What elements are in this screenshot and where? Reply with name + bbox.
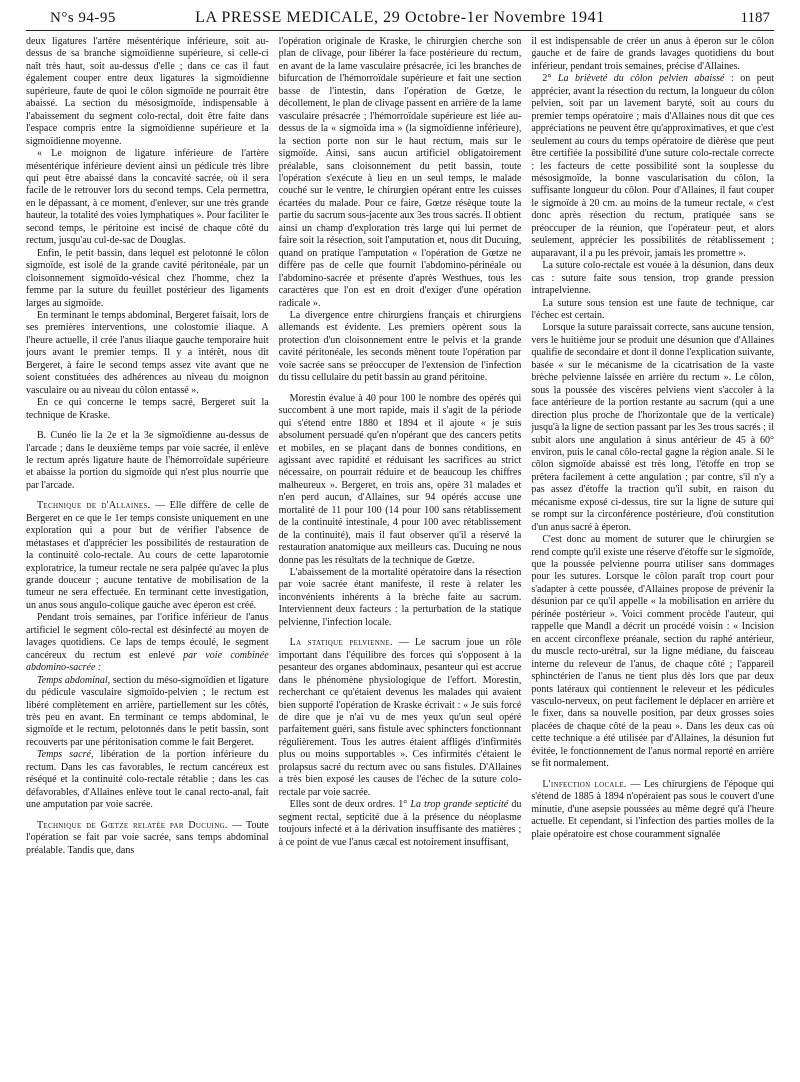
section-heading: La statique pelvienne.: [289, 637, 393, 649]
paragraph-text: 2°: [542, 73, 558, 85]
italic-text: Temps abdominal,: [37, 674, 111, 686]
paragraph-text: section du méso-sigmoïdien et ligature du pédicule vasculaire sigmoïdo-pelvien ; le rectum est libéré complètement en arrière, partiellement sur les côtés, très peu en avant. En terminant ce temps abdominal, le sigmoïde et le rectum, pelotonnés dans le petit bassin, sont recouverts par une péritonisation comme le fait Bergeret.: [26, 674, 269, 748]
paragraph: C'est donc au moment de suturer que le chirurgien se rend compte qu'il existe une réserve d'étoffe sur le sigmoïde, que la poussée pelvienne pourra utiliser sans dommages pour les sutures. Lorsque le côlon paraît trop court pour s'adapter à cette poussée, d'Allaines propose de prévenir la désunion par ce qu'il appelle « la mobilisation en arrière du périnée postérieur ». Voici comment procède l'auteur, qui rappelle que Mandl a décrit un procédé voisin : « Incision en accent circonflexe préanale, section du raphé antérieur, du muscle recto-urétral, sur la ligne médiane, du faisceau interne du releveur de l'anus, de chaque côté ; l'appareil sphinctérien de l'anus ne tient plus dès lors que par deux ponts latéraux qui contiennent le releveur et les pédicules vasculo-nerveux, on peut facilement le déplacer en arrière et le fixer, dans sa nouvelle position, par deux grosses soies placées de chaque côté de la peau ». Dans les deux cas où cette technique a été utilisée par d'Allaines, la désunion fut évitée, le fonctionnement de l'anus normal reporté en arrière se fit normalement.: [531, 534, 774, 770]
paragraph-text: — Les chirurgiens de l'époque qui s'étend de 1885 à 1894 n'opéraient pas sous le couvert d'une minutie, d'une asepsie poussées au même degré qu'à l'heure actuelle. Et cependant, si l'infection des parties molles de la plaie opératoire est chose couramment signalée: [531, 778, 774, 840]
paragraph: deux ligatures l'artère mésentérique inférieure, soit au-dessus de sa branche sigmoïdienne supérieure, si celle-ci naît très haut, soit au-dessus d'elle ; dans ce cas il faut également couper entre deux ligatures la sigmoïdienne supérieure, faute de quoi le côlon sigmoïde ne pourrait être abaissé. La section du mésosigmoïde, indispensable à l'abaissement du segment colo-rectal, doit être faite dans l'espace compris entre la sigmoïdienne supérieure et la sigmoïdienne moyenne.: [26, 36, 269, 147]
section-heading: Technique de Gœtze relatée par Ducuing.: [37, 819, 228, 831]
column-2: [279, 36, 522, 1076]
page-header: [26, 4, 774, 31]
paragraph: [26, 612, 269, 674]
paragraph: L'abaissement de la mortalité opératoire dans la résection par voie sacrée étant manifeste, il reste à relater les inconvénients inhérents à la brèche faite au sacrum. Interviennent deux facteurs : la perturbation de la statique pelvienne, l'infection locale.: [278, 567, 522, 628]
paragraph: [26, 820, 269, 857]
paragraph: En terminant le temps abdominal, Bergeret faisait, lors de ses premières interventions, une colostomie iliaque. A l'heure actuelle, il crée l'anus iliaque gauche temporaire huit jours avant le premier temps. Il y a intérêt, nous dit Bergeret, à faire le second temps assez vite avant que ne soient constituées des adhérences au niveau du moignon vasculaire ou au niveau du côlon entassé ».: [26, 309, 269, 396]
article-columns: [26, 36, 774, 1076]
italic-text: par voie combinée abdomino-sacrée :: [26, 649, 269, 674]
paragraph: En ce qui concerne le temps sacré, Bergeret suit la technique de Kraske.: [26, 397, 269, 421]
paragraph-text: : on peut apprécier, avant la résection du rectum, la longueur du côlon pelvien, soit par un lavement baryté, soit au cours du premier temps opératoire ; mais d'Allaines nous dit que ces appréciations ne peuvent être qu'approximatives, et que c'est seulement au cours du temps opératoire de dièrèse que peut être certifiée la possibilité d'une suture colo-rectale correcte : les facteurs de cette possibilité sont la souplesse du mésosigmoïde, la bonne vascularisation du côlon, la suffisante longueur du côlon. Pour d'Allaines, il faut couper le sigmoïde à 20 cm. au moins de la tumeur rectale, « c'est donc après résection du rectum, pratiquée sans se préoccuper de la réunion, que l'opérateur peut, et alors seulement, apprécier les possibilités de rétablissement ; auparavant, il a pu les prévoir, jamais les promettre ».: [531, 73, 774, 259]
paragraph-text: — Toute l'opération se fait par voie sacrée, sans temps abdominal préalable. Tandis que, dans: [26, 819, 269, 856]
italic-text: La trop grande septicité: [410, 799, 509, 811]
paragraph: La divergence entre chirurgiens français et chirurgiens allemands est évidente. Les premiers opèrent sous la protection d'un cloisonnement entre le pelvis et la grande cavité péritonéale, les seconds mènent toute l'opération par voie sacrée sans se préoccuper de l'extension de l'infection du tissu cellulaire du petit bassin au grand péritoine.: [278, 309, 522, 384]
paragraph-text: — Elle diffère de celle de Bergeret en ce que le 1er temps consiste uniquement en une exploration qui a pour but de vérifier l'absence de métastases et d'apprécier les possibilités de restauration de la continuité colo-rectale. Au cours de cette laparotomie exploratrice, la tumeur rectale ne sera palpée qu'avec la plus grande douceur ; aucune tentative de mobilisation de la tumeur ne sera effectuée. En terminant cette investigation, un anus sous angulo-colique gauche avec éperon est créé.: [26, 500, 269, 611]
italic-text: Temps sacré,: [37, 749, 94, 761]
paragraph: [279, 637, 522, 799]
paragraph-text: du segment rectal, septicité due à la présence du néoplasme toujours infecté et à la dérivation insuffisante des matières ; à ce point de vue l'anus cæcal est notoirement insuffisant,: [278, 799, 522, 848]
paragraph-text: libération de la portion inférieure du rectum. Dans les cas favorables, le rectum cancéreux est réséqué et la continuité colo-rectale rétablie ; dans les cas défavorables, d'Allaines enlève tout le canal recto-anal, fait une amputation par voie sacrée.: [26, 749, 269, 811]
paragraph: La suture colo-rectale est vouée à la désunion, dans deux cas : suture faite sous tension, trop grande pression intrapelvienne.: [531, 260, 774, 297]
issue-number: N°s 94-95: [50, 10, 116, 26]
section-heading: L'infection locale.: [542, 778, 627, 790]
paragraph: Lorsque la suture paraissait correcte, sans aucune tension, vers le huitième jour se produit une désunion que d'Allaines qualifie de secondaire et dont il donne l'explication suivante, basée « sur le mécanisme de la cicatrisation de la vaste brèche pelvienne laissée en arrière du rectum ». Le côlon, sous la poussée des viscères pelviens vient s'accoler à la face antérieure de la portion restante au sacrum (qui a une direction plus proche de l'horizontale que de la verticale) jusqu'à la ligne de section passant par les 3es trous sacrés ; il subit alors une angulation à sinus antérieur de 45 à 60° environ, puis le canal côlo-rectal gagne la région anale. Si le côlon sigmoïde abaissé est très long, l'étoffe en trop se prêtera facilement à cette angulation ; par contre, s'il n'y a pas assez d'étoffe la traction qu'il subit, en raison du mécanisme exposé ci-dessus, tire sur la ligne de suture qui se rompt sur la circonférence postérieure, d'où constitution d'un anus sacré à éperon.: [531, 322, 774, 533]
page-number: 1187: [740, 10, 770, 26]
column-1: [26, 36, 269, 1076]
paragraph: [531, 779, 774, 841]
paragraph: [26, 749, 269, 811]
paragraph: Morestin évalue à 40 pour 100 le nombre des opérés qui succombent à une mort rapide, mais il s'agit de la période qui s'étend entre 1880 et 1894 et il ajoute « je suis absolument persuadé qu'en n'opérant que des cancers petits et mobiles, en se plaçant dans de bonnes conditions, en agissant avec rapidité et réduisant les sacrifices au strict nécessaire, on pourrait réduire et de beaucoup les chiffres malheureux ». Bergeret, en trois ans, opère 31 malades et n'en perd aucun, d'Allaines, sur 94 opérés accuse une mortalité de 11 pour 100 (14 pour 100 sans rétablissement de la continuité intestinale, 4 pour 100 avec rétablissement de la continuité), mais il faut observer qu'il a réservé la restauration anatomique aux meilleurs cas. Ducuing ne nous donne pas les résultats de la technique de Gœtze.: [278, 392, 522, 566]
paragraph-text: — Le sacrum joue un rôle important dans l'équilibre des forces qui s'opposent à la pesanteur des organes abdominaux, pesanteur qui est accrue dans le phénomène physiologique de l'effort. Morestin, recherchant ce qu'étaient devenus les malades qui avaient bien supporté l'opération de Kraske écrivait : « Je suis forcé de dire que je n'ai vu de mes yeux qu'un seul opéré parfaitement guéri, sans fistule avec sphincters fonctionnant régulièrement. Tous les autres étaient affligés d'infirmités plus ou moins supportables ». Ces infirmités c'étaient le prolapsus sacré du rectum avec ou sans fistules. D'Allaines a très bien exposé les causes de l'échec de la suture colo-rectale par voie sacrée.: [278, 637, 522, 798]
journal-title: LA PRESSE MEDICALE, 29 Octobre-1er Novembre 1941: [195, 9, 605, 26]
paragraph: [26, 500, 269, 612]
paragraph: il est indispensable de créer un anus à éperon sur le côlon gauche et de faire de grands lavages quotidiens du bout inférieur, pendant trois semaines, précise d'Allaines.: [531, 36, 774, 72]
paragraph: B. Cunéo lie la 2e et la 3e sigmoïdienne au-dessus de l'arcade ; dans le deuxième temps par voie sacrée, il enlève le rectum après ligature haute de l'hémorroïdale supérieure et abaisse la portion du sigmoïde qui n'est plus nourrie que par l'arcade.: [26, 430, 269, 491]
paragraph-text: Pendant trois semaines, par l'orifice inférieur de l'anus artificiel le segment côlo-rectal est désinfecté au moyen de lavages quotidiens. Ce laps de temps écoulé, le segment cancéreux du rectum est enlevé: [26, 612, 269, 661]
paragraph: [531, 73, 774, 260]
paragraph: [26, 675, 269, 750]
paragraph: l'opération originale de Kraske, le chirurgien cherche son plan de clivage, pour libérer la face postérieure du rectum, en avant de la lame vasculaire présacrée, ici les branches de bifurcation de l'hémorroïdale supérieure et fait une section basse de l'intestin, dans l'opération de Gœtze, le décollement, le plan de clivage passent en arrière de la lame vasculaire présacrée ; l'hémorroïdale supérieure est liée au-dessus de la « sigmoïda ima » (la sigmoïdienne inférieure), la section porte non sur le haut rectum, mais sur le sigmoïde. Ainsi, sans aucun artificiel obligatoirement préalable, sans cloisonnement du petit bassin, toute l'opération s'exécute à lieu en un seul temps, le malade couché sur le ventre, le chirurgien opérant entre les cuisses écartées du malade. Pour ce faire, Gœtze résèque toute la partie du sacrum sous-jacente aux 3es trous sacrés. Il obtient ainsi un champ d'exploration très large qui lui permet de faire soit la résection, soit l'amputation et, nous dit Ducuing, quand on pratique l'amputation « l'opération de Gœtze ne diffère pas de celle que fournit l'abdomino-périnéale ou l'abdomino-sacrée et présente d'après Westhues, tous les caractères que l'on est en droit d'exiger d'une opération radicale ».: [278, 36, 522, 309]
paragraph-text: Elles sont de deux ordres. 1°: [289, 799, 411, 811]
paragraph: « Le moignon de ligature inférieure de l'artère mésentérique inférieure devient ainsi un pédicule très libre qui peut être abaissé dans la concavité sacrée, où il sera facile de le retrouver lors du second temps. Cela permettra, en le dépassant, à ce moment, d'enlever, sur une très grande hauteur, la totalité des voies lymphatiques ». Pour faciliter le second temps, le péritoine est incisé de chaque côté du rectum, jusqu'au cul-de-sac de Douglas.: [26, 148, 269, 247]
section-heading: Technique de d'Allaines.: [37, 500, 151, 512]
paragraph: Enfin, le petit bassin, dans lequel est pelotonné le côlon sigmoïde, est isolé de la grande cavité péritonéale, par un cloisonnement sigmoïdo-vésical chez l'homme, chez la femme par la suture du feuillet postérieur des ligaments larges au sigmoïde.: [26, 247, 269, 309]
paragraph: La suture sous tension est une faute de technique, car l'échec est certain.: [531, 297, 774, 321]
paragraph: [279, 799, 522, 849]
italic-text: La brièveté du côlon pelvien abaissé: [557, 73, 725, 85]
column-3: [531, 36, 774, 1076]
